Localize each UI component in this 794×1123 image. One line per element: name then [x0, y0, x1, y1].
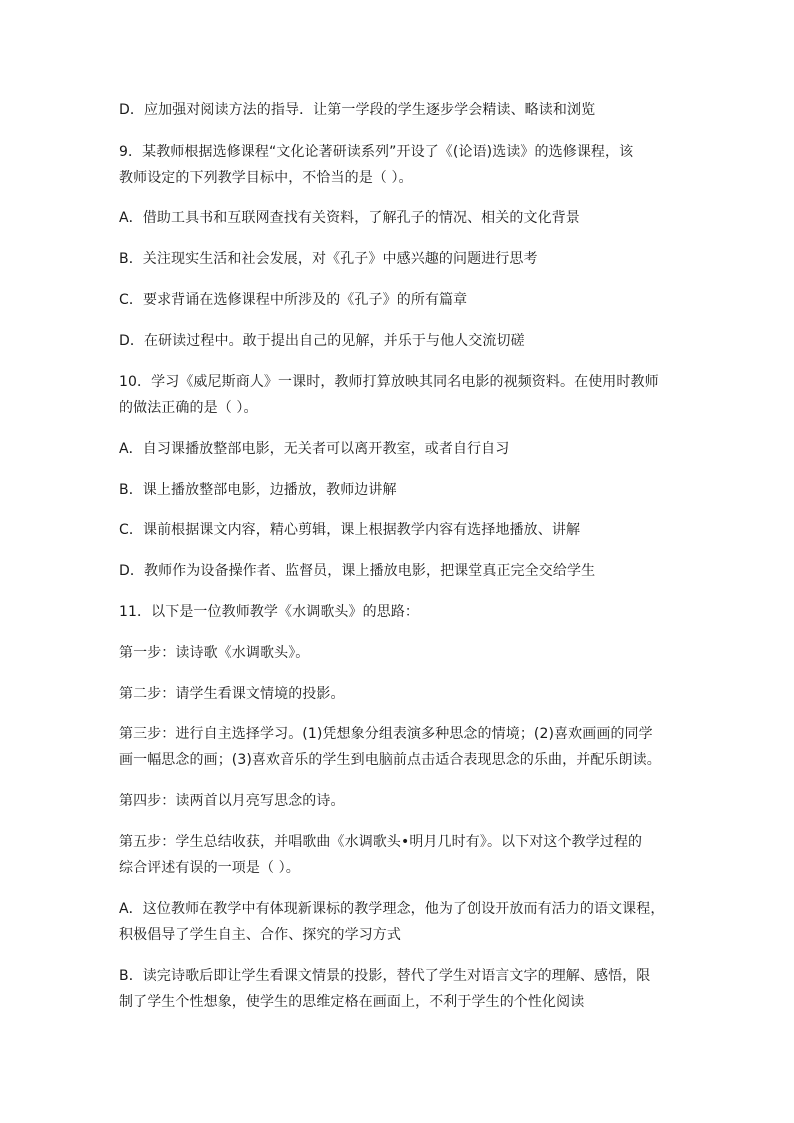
step-1: 第一步：读诗歌《水调歌头》。 — [119, 645, 310, 661]
step-5-line-1: 第五步：学生总结收获，并唱歌曲《水调歌头•明月几时有》。以下对这个教学过程的 — [119, 834, 643, 850]
question-9-line-2: 教师设定的下列教学目标中，不恰当的是（ ）。 — [119, 170, 413, 186]
option-b-q11-line-2: 制了学生个性想象，使学生的思维定格在画面上，不利于学生的个性化阅读 — [119, 994, 585, 1010]
option-a-q9: A．借助工具书和互联网查找有关资料，了解孔子的情况、相关的文化背景 — [119, 210, 580, 226]
option-a-q11-line-2: 积极倡导了学生自主、合作、探究的学习方式 — [119, 927, 401, 943]
step-4: 第四步：读两首以月亮写思念的诗。 — [119, 793, 345, 809]
question-10-line-2: 的做法正确的是（ ）。 — [119, 400, 258, 416]
step-3-line-1: 第三步：进行自主选择学习。(1)凭想象分组表演多种思念的情境；(2)喜欢画画的同学 — [119, 726, 653, 742]
option-c-q9: C．要求背诵在选修课程中所涉及的《孔子》的所有篇章 — [119, 292, 468, 308]
option-d-q10: D．教师作为设备操作者、监督员，课上播放电影，把课堂真正完全交给学生 — [119, 563, 596, 579]
option-d-q9: D．在研读过程中。敢于提出自己的见解，并乐于与他人交流切磋 — [119, 333, 525, 349]
option-b-q11-line-1: B．读完诗歌后即让学生看课文情景的投影，替代了学生对语言文字的理解、感悟，限 — [119, 968, 651, 984]
step-2: 第二步：请学生看课文情境的投影。 — [119, 686, 345, 702]
option-b-q10: B．课上播放整部电影，边播放，教师边讲解 — [119, 482, 397, 498]
question-10-line-1: 10．学习《威尼斯商人》一课时，教师打算放映其同名电影的视频资料。在使用时教师 — [119, 374, 659, 390]
option-b-q9: B．关注现实生活和社会发展，对《孔子》中感兴趣的问题进行思考 — [119, 251, 538, 267]
step-3-line-2: 画一幅思念的画；(3)喜欢音乐的学生到电脑前点击适合表现思念的乐曲，并配乐朗读。 — [119, 752, 661, 768]
option-a-q10: A．自习课播放整部电影，无关者可以离开教室，或者自行自习 — [119, 441, 510, 457]
option-d-q8: D．应加强对阅读方法的指导．让第一学段的学生逐步学会精读、略读和浏览 — [119, 102, 596, 118]
question-9-line-1: 9．某教师根据选修课程“文化论著研读系列”开设了《(论语)选读》的选修课程，该 — [119, 144, 634, 160]
option-a-q11-line-1: A．这位教师在教学中有体现新课标的教学理念，他为了创设开放而有活力的语文课程， — [119, 901, 665, 917]
option-c-q10: C．课前根据课文内容，精心剪辑，课上根据教学内容有选择地播放、讲解 — [119, 522, 581, 538]
step-5-line-2: 综合评述有误的一项是（ ）。 — [119, 860, 300, 876]
question-11-intro: 11．以下是一位教师教学《水调歌头》的思路： — [119, 604, 420, 620]
